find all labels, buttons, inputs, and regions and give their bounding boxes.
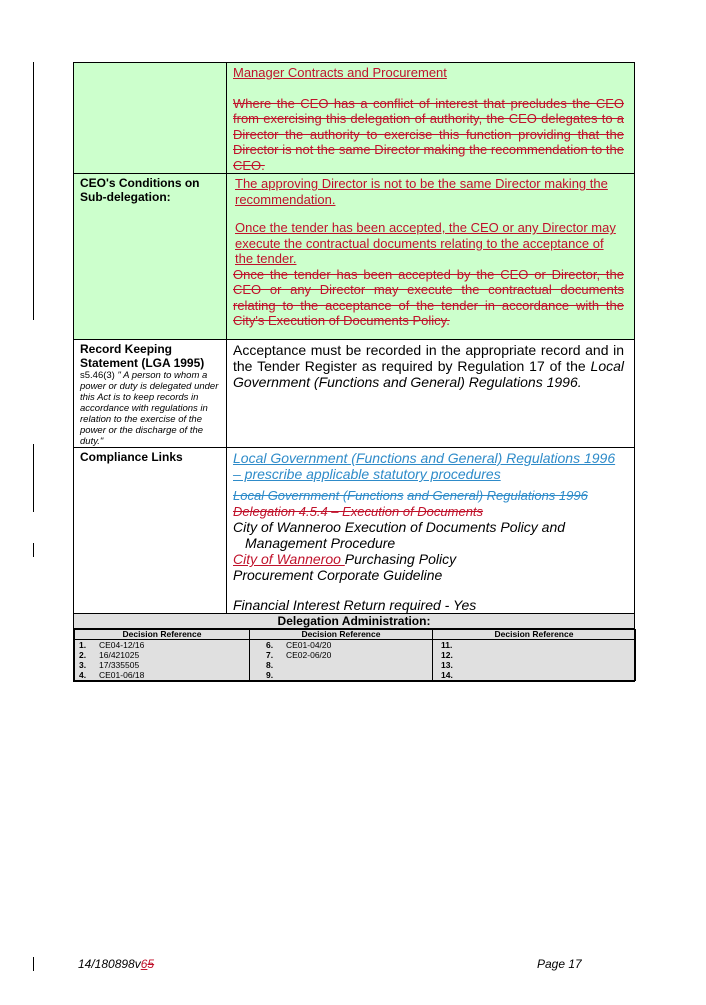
deleted-paragraph: Where the CEO has a conflict of interest that precludes the CEO from exercising this delegation of authority, the CEO delegates to a Director the authority to exercise this function providing that the Director is not the same Director making the recommendation to the CEO.: [233, 95, 624, 173]
change-bar: [33, 957, 34, 971]
list-item: 12.: [441, 650, 453, 660]
list-item: 9.: [266, 670, 274, 680]
decision-column-3: [433, 640, 636, 681]
compliance-label: Compliance Links: [74, 448, 227, 614]
record-keeping-label: Record Keeping Statement (LGA 1995): [80, 342, 205, 370]
top-value-cell: [227, 63, 635, 174]
decision-reference-header-3: Decision Reference: [433, 630, 636, 640]
conditions-row: [74, 174, 635, 340]
compliance-policy-execution: City of Wanneroo Execution of Documents Policy and: [233, 519, 566, 535]
compliance-link-regulations[interactable]: Local Government (Functions and General) Regulations 1996 – prescribe applicable statutory procedures: [233, 450, 616, 482]
footer-page-number: Page 17: [537, 957, 582, 971]
compliance-deleted-delegation: Delegation 4.5.4 – Execution of Documents: [233, 503, 484, 519]
list-item: 7. CE02-06/20: [266, 650, 332, 660]
list-item: 14.: [441, 670, 453, 680]
list-item: 1. CE04-12/16: [79, 640, 145, 650]
decision-reference-table: [74, 629, 636, 681]
list-item: 11.: [441, 640, 453, 650]
list-item: 8.: [266, 660, 274, 670]
conditions-inserted-2: Once the tender has been accepted, the CEO or any Director may execute the contractual documents relating to the acceptance of the tender.: [235, 220, 616, 266]
list-item: 13.: [441, 660, 453, 670]
decision-column-1: [75, 640, 250, 681]
conditions-deleted: Once the tender has been accepted by the CEO or Director, the CEO or any Director may execute the contractual documents relating to the acceptance of the tender in accordance with the City's Execution of Documents Policy.: [233, 266, 624, 328]
decision-column-2: [250, 640, 433, 681]
compliance-purchasing-policy: City of Wanneroo Purchasing Policy: [233, 551, 457, 567]
compliance-policy-procedure: Management Procedure: [245, 535, 396, 551]
compliance-row: [74, 448, 635, 614]
record-keeping-note: s5.46(3) " A person to whom a power or duty is delegated under this Act is to keep records in accordance with regulations in relation to the exercise of the power or the discharge of the duty.": [80, 370, 219, 447]
change-bar: [33, 444, 34, 512]
record-keeping-row: [74, 340, 635, 448]
list-item: 2. 16/421025: [79, 650, 140, 660]
list-item: 6. CE01-04/20: [266, 640, 332, 650]
compliance-financial-interest: Financial Interest Return required - Yes: [233, 597, 477, 613]
decision-reference-header-1: Decision Reference: [75, 630, 250, 640]
conditions-inserted-1: The approving Director is not to be the same Director making the recommendation.: [235, 176, 608, 207]
top-row: [74, 63, 635, 174]
compliance-deleted-link: Local Government (Functions and General) Regulations 1996: [233, 488, 588, 503]
compliance-guideline: Procurement Corporate Guideline: [233, 567, 443, 583]
list-item: 3. 17/335505: [79, 660, 140, 670]
record-keeping-value-cell: [227, 340, 635, 448]
decision-reference-header-2: Decision Reference: [250, 630, 433, 640]
administration-title-row: [74, 614, 635, 629]
delegation-table: [73, 62, 635, 682]
change-bar: [33, 62, 34, 320]
conditions-label: CEO's Conditions on Sub-delegation:: [74, 174, 227, 340]
administration-row: [74, 629, 635, 682]
change-bar: [33, 543, 34, 557]
record-keeping-text: Acceptance must be recorded in the appropriate record and in the Tender Register as required by Regulation 17 of the Local Government (Functions and General) Regulations 1996.: [233, 342, 624, 390]
conditions-value-cell: [227, 174, 635, 340]
list-item: 4. CE01-06/18: [79, 670, 145, 680]
compliance-value-cell: [227, 448, 635, 614]
administration-title: Delegation Administration:: [74, 614, 635, 629]
top-label-cell: [74, 63, 227, 174]
footer-doc-ref: 14/180898v65: [78, 957, 155, 971]
record-keeping-label-cell: [74, 340, 227, 448]
manager-line: Manager Contracts and Procurement: [233, 65, 447, 80]
